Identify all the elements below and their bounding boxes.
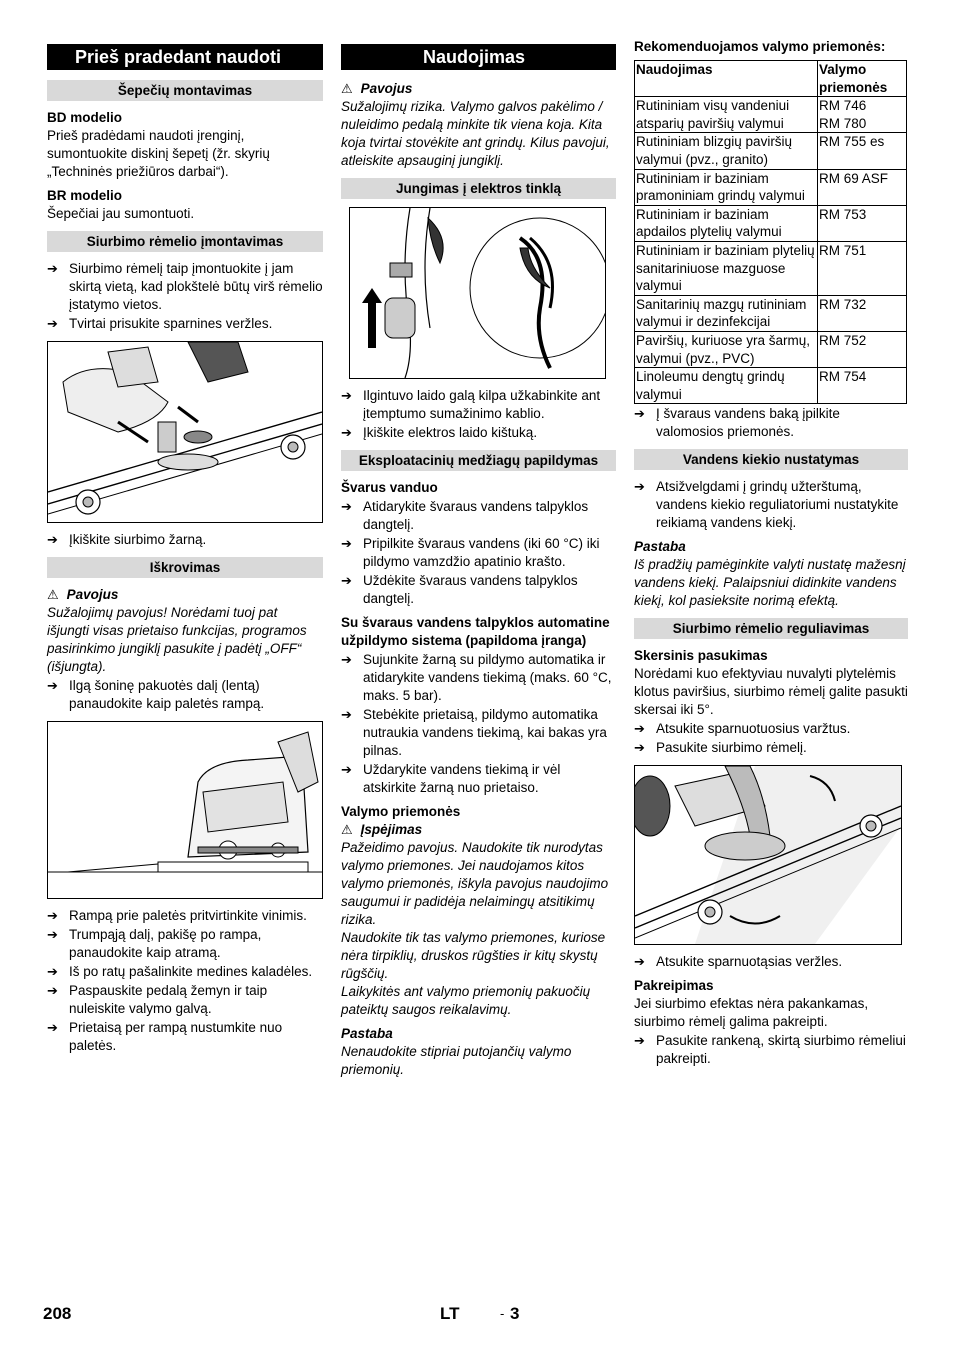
table-row: Sanitarinių mazgų rutininiam valymui ir dezinfekcijai RM 732 (635, 295, 907, 331)
step-item: ➔ Stebėkite prietaisą, pildymo automatika nutraukia vandens tiekimą, kai bakas yra pilnas. (341, 707, 607, 758)
table-row: Paviršių, kuriuose yra šarmų, valymui (pvz., PVC) RM 752 (635, 331, 907, 367)
step-item: ➔ Ilgintuvo laido galą kilpa užkabinkite ant įtemptumo sumažinimo kablio. (341, 388, 601, 421)
arrow-icon: ➔ (634, 479, 645, 495)
table-row: Rutininiam visų vandeniui atsparių paviršių valymui RM 746 RM 780 (635, 97, 907, 133)
caution-text: Naudokite tik tas valymo priemones, kuriose nėra tirpiklių, druskos rūgšties ir kitų skystų rūgščių. (341, 930, 606, 981)
heading-water-quantity: Vandens kiekio nustatymas (634, 449, 908, 470)
arrow-icon: ➔ (341, 707, 352, 722)
auto-fill-label: Su švaraus vandens talpyklos automatine užpildymo sistema (papildoma įranga) (341, 615, 610, 648)
column-3 (634, 38, 908, 1069)
step-item: ➔ Rampą prie paletės pritvirtinkite vinimis. (47, 908, 307, 923)
arrow-icon: ➔ (341, 762, 352, 777)
table-row: Rutininiam blizgių paviršių valymui (pvz., granito) RM 755 es (635, 133, 907, 169)
step-item: ➔ Įkiškite siurbimo žarną. (47, 532, 207, 547)
arrow-icon: ➔ (47, 1020, 58, 1035)
heading-squeegee-adjust: Siurbimo rėmelio reguliavimas (634, 618, 908, 639)
unloading-figure (47, 721, 323, 899)
br-model-label: BR modelio (47, 188, 123, 203)
table-row: Rutininiam ir baziniam pramoniniam grindų valymui RM 69 ASF (635, 169, 907, 205)
step-item: ➔ Uždėkite švaraus vandens talpyklos dangtelį. (341, 573, 578, 606)
cleaning-agents-label: Valymo priemonės (341, 804, 461, 819)
clean-water-label: Švarus vanduo (341, 480, 438, 495)
table-row: Rutininiam ir baziniam plytelių sanitariniuose mazguose valymui RM 751 (635, 241, 907, 295)
step-item: ➔ Atsukite sparnuotuosius varžtus. (634, 721, 851, 737)
step-item: ➔ Uždarykite vandens tiekimą ir vėl atskirkite žarną nuo prietaiso. (341, 762, 561, 795)
bd-model-text: Prieš pradėdami naudoti įrenginį, sumontuokite diskinį šepetį (žr. skyrių „Techninės priežiūros darbai“). (47, 128, 270, 179)
table-header-row (635, 61, 907, 97)
danger-label: ⚠ Pavojus (341, 81, 413, 96)
step-item: ➔ Prietaisą per rampą nustumkite nuo paletės. (47, 1020, 283, 1053)
step-item: ➔ Tvirtai prisukite sparnines veržles. (47, 316, 273, 331)
step-item: ➔ Pripilkite švaraus vandens (iki 60 °C) iki pildymo vamzdžio apatinio krašto. (341, 536, 600, 569)
heading-brush-mounting: Šepečių montavimas (47, 80, 323, 101)
recommended-agents-heading: Rekomenduojamos valymo priemonės: (634, 39, 886, 54)
footer-separator: - (500, 1306, 505, 1321)
language-code: LT (440, 1304, 460, 1323)
step-item: ➔ Pasukite rankeną, skirtą siurbimo rėmeliui pakreipti. (634, 1033, 906, 1067)
table-row: Linoleumu dengtų grindų valymui RM 754 (635, 368, 907, 404)
heading-power-connection: Jungimas į elektros tinklą (341, 178, 616, 199)
arrow-icon: ➔ (47, 983, 58, 998)
arrow-icon: ➔ (634, 721, 645, 737)
cross-rotation-label: Skersinis pasukimas (634, 648, 768, 664)
warning-triangle-icon: ⚠ (47, 587, 59, 602)
section-title-before-use: Prieš pradedant naudoti (47, 44, 323, 70)
warning-triangle-icon: ⚠ (341, 81, 353, 96)
caution-text: Pažeidimo pavojus. Naudokite tik nurodytas valymo priemones. Jei naudojamos kitos valymo priemonės, iškyla pavojus naudojimo saugumui ir padidėja nelaimingų atsitikimų rizika. (341, 840, 609, 927)
squeegee-rotation-figure (634, 765, 902, 945)
arrow-icon: ➔ (47, 532, 58, 547)
step-item: ➔ Pasukite siurbimo rėmelį. (634, 740, 807, 756)
arrow-icon: ➔ (47, 316, 58, 331)
heading-squeegee-install: Siurbimo rėmelio įmontavimas (47, 231, 323, 252)
arrow-icon: ➔ (341, 425, 352, 440)
step-item: ➔ Atsižvelgdami į grindų užterštumą, vandens kiekio reguliatoriumi nustatykite reikiamą vandens kiekį. (634, 479, 899, 531)
unloading-illustration (48, 722, 322, 898)
column-1 (47, 40, 323, 1056)
caution-label: ⚠ Įspėjimas (341, 822, 423, 837)
arrow-icon: ➔ (47, 964, 58, 979)
step-item: ➔ Atsukite sparnuotąsias veržles. (634, 954, 843, 970)
step-item: ➔ Ilgą šoninę pakuotės dalį (lentą) panaudokite kaip paletės rampą. (47, 678, 265, 711)
power-cable-illustration (350, 208, 605, 378)
page-number: 208 (43, 1304, 72, 1323)
heading-consumables-refill: Eksploatacinių medžiagų papildymas (341, 450, 616, 471)
arrow-icon: ➔ (634, 406, 645, 422)
step-item: ➔ Paspauskite pedalą žemyn ir taip nuleiskite valymo galvą. (47, 983, 268, 1016)
column-2 (341, 40, 616, 1079)
arrow-icon: ➔ (341, 499, 352, 514)
table-header-cell: Naudojimas (635, 61, 818, 97)
table-header-cell: Valymo priemonės (818, 61, 907, 97)
note-label: Pastaba (341, 1026, 393, 1041)
arrow-icon: ➔ (47, 908, 58, 923)
tilt-text: Jei siurbimo efektas nėra pakankamas, siurbimo rėmelį galima pakreipti. (634, 996, 869, 1030)
cross-rotation-text: Norėdami kuo efektyviau nuvalyti plytelėmis klotus paviršius, siurbimo rėmelį galite pasukti skersai iki 5°. (634, 666, 908, 718)
danger-text: Sužalojimų pavojus! Norėdami tuoj pat išjungti visas prietaiso funkcijas, programos pasirinkimo jungiklį pasukite į padėtį „OFF“ (išjungta). (47, 605, 307, 674)
step-item: ➔ Atidarykite švaraus vandens talpyklos dangtelį. (341, 499, 589, 532)
note-text: Iš pradžių pamėginkite valyti nustatę mažesnį vandens kiekį. Palaipsniui didinkite vandens kiekį, kol pasieksite norimą efektą. (634, 557, 906, 609)
squeegee-rotation-illustration (635, 766, 901, 944)
tilt-label: Pakreipimas (634, 978, 714, 994)
bd-model-label: BD modelio (47, 110, 123, 125)
step-item: ➔ Siurbimo rėmelį taip įmontuokite į jam skirtą vietą, kad plokštelė būtų virš rėmelio įstatymo vietos. (47, 261, 323, 312)
arrow-icon: ➔ (341, 388, 352, 403)
squeegee-install-illustration (48, 342, 322, 522)
heading-unloading: Iškrovimas (47, 557, 323, 578)
danger-text: Sužalojimų rizika. Valymo galvos pakėlimo / nuleidimo pedalą minkite tik viena koja. Kita koja tvirtai stovėkite ant grindų. Kilus pavojui, atleiskite apsauginį jungiklį. (341, 99, 610, 168)
squeegee-install-figure (47, 341, 323, 523)
caution-text: Laikykitės ant valymo priemonių pakuočių pateiktų saugos reikalavimų. (341, 984, 591, 1017)
arrow-icon: ➔ (634, 954, 645, 970)
step-item: ➔ Įkiškite elektros laido kištuką. (341, 425, 538, 440)
arrow-icon: ➔ (341, 652, 352, 667)
br-model-text: Šepečiai jau sumontuoti. (47, 206, 195, 221)
section-title-operation: Naudojimas (341, 44, 616, 70)
step-item: ➔ Iš po ratų pašalinkite medines kaladėles. (47, 964, 313, 979)
step-item: ➔ Sujunkite žarną su pildymo automatika ir atidarykite vandens tiekimą (maks. 60 °C, maks. 5 bar). (341, 652, 612, 703)
arrow-icon: ➔ (634, 1033, 645, 1049)
arrow-icon: ➔ (634, 740, 645, 756)
warning-triangle-icon: ⚠ (341, 822, 353, 837)
arrow-icon: ➔ (341, 536, 352, 551)
arrow-icon: ➔ (47, 678, 58, 693)
note-label: Pastaba (634, 539, 686, 555)
power-connection-figure (349, 207, 606, 379)
arrow-icon: ➔ (341, 573, 352, 588)
danger-label: ⚠ Pavojus (47, 587, 119, 602)
table-row: Rutininiam ir baziniam apdailos plytelių valymui RM 753 (635, 205, 907, 241)
step-item: ➔ Į švaraus vandens baką įpilkite valomosios priemonės. (634, 406, 840, 440)
sub-page-number: 3 (510, 1304, 520, 1323)
step-item: ➔ Trumpąją dalį, pakišę po rampa, panaudokite kaip atramą. (47, 927, 262, 960)
note-text: Nenaudokite stipriai putojančių valymo priemonių. (341, 1044, 572, 1077)
arrow-icon: ➔ (47, 927, 58, 942)
cleaning-agents-table (634, 60, 907, 404)
arrow-icon: ➔ (47, 261, 58, 276)
